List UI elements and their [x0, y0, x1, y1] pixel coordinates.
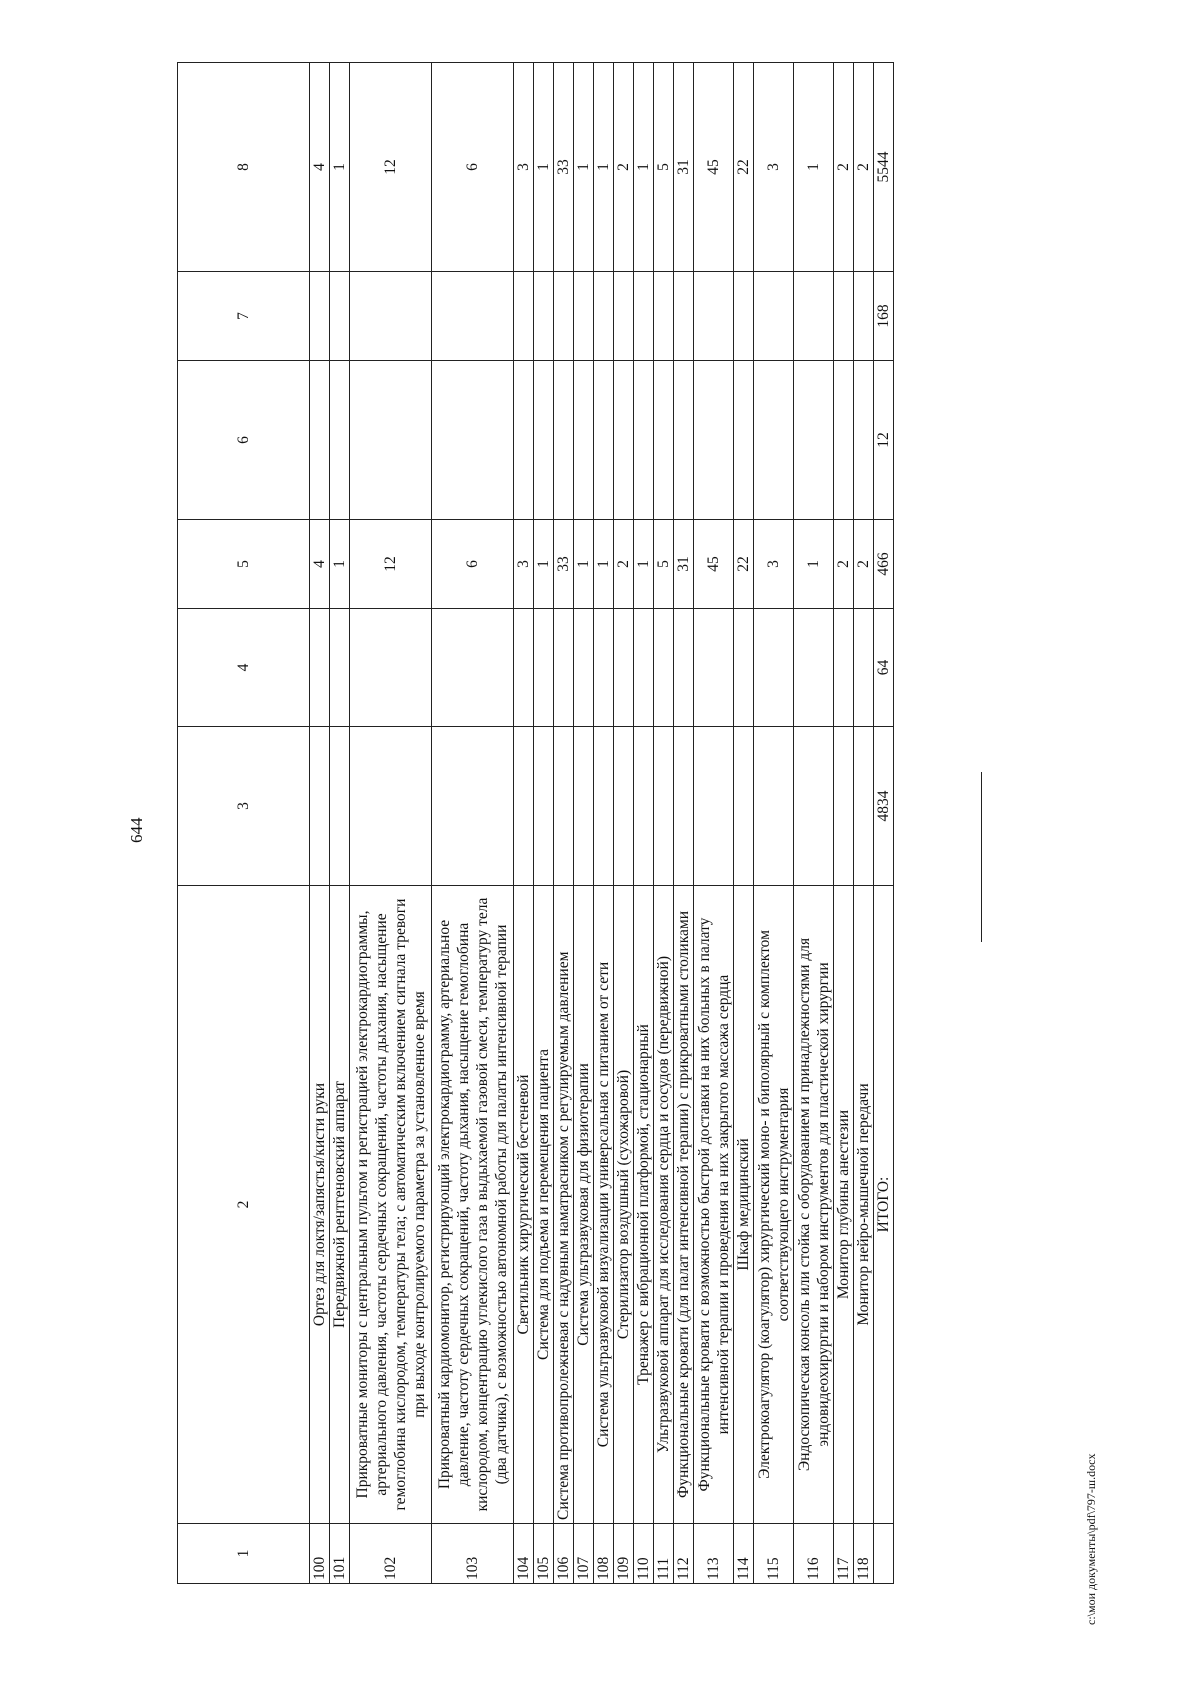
row-number-cell: 100 — [310, 1524, 330, 1584]
table-row — [514, 63, 534, 1584]
value-cell — [574, 609, 594, 727]
table-row — [754, 63, 794, 1584]
value-cell — [514, 272, 534, 361]
page-number: 644 — [127, 817, 146, 843]
value-cell: 3 — [514, 63, 534, 272]
separator-line — [981, 772, 982, 942]
value-cell: 5 — [654, 63, 674, 272]
value-cell — [634, 361, 654, 520]
value-cell — [310, 609, 330, 727]
value-cell — [674, 609, 694, 727]
value-cell — [330, 272, 350, 361]
value-cell: 45 — [694, 520, 734, 609]
equipment-name-cell: Ортез для локтя/запястья/кисти руки — [310, 886, 330, 1524]
total-label: ИТОГО: — [874, 886, 894, 1524]
total-row — [874, 63, 894, 1584]
value-cell: 1 — [534, 520, 554, 609]
value-cell — [794, 361, 834, 520]
value-cell — [514, 727, 534, 886]
value-cell — [694, 727, 734, 886]
row-number-cell: 114 — [734, 1524, 754, 1584]
value-cell — [834, 272, 854, 361]
value-cell — [734, 361, 754, 520]
value-cell — [534, 727, 554, 886]
value-cell — [754, 272, 794, 361]
equipment-name-cell: Система ультразвуковой визуализации универсальная с питанием от сети — [594, 886, 614, 1524]
value-cell: 2 — [834, 63, 854, 272]
value-cell — [634, 609, 654, 727]
value-cell: 2 — [834, 520, 854, 609]
value-cell — [574, 361, 594, 520]
table-row — [554, 63, 574, 1584]
value-cell: 1 — [574, 63, 594, 272]
value-cell — [854, 609, 874, 727]
value-cell: 2 — [854, 63, 874, 272]
value-cell: 4 — [310, 63, 330, 272]
total-value-cell: 64 — [874, 609, 894, 727]
value-cell — [554, 609, 574, 727]
equipment-name-cell: Электрокоагулятор (коагулятор) хирургический моно- и биполярный с комплектом соответствующего инструментария — [754, 886, 794, 1524]
table-row — [694, 63, 734, 1584]
equipment-name-cell: Эндоскопическая консоль или стойка с оборудованием и принадлежностями для эндовидеохирургии и набором инструментов для пластической хирургии — [794, 886, 834, 1524]
total-value-cell: 12 — [874, 361, 894, 520]
total-value-cell: 168 — [874, 272, 894, 361]
value-cell — [594, 609, 614, 727]
value-cell — [754, 361, 794, 520]
value-cell: 45 — [694, 63, 734, 272]
value-cell: 2 — [854, 520, 874, 609]
value-cell: 3 — [754, 63, 794, 272]
value-cell: 2 — [614, 520, 634, 609]
value-cell: 22 — [734, 63, 754, 272]
value-cell — [794, 609, 834, 727]
column-header: 7 — [178, 272, 310, 361]
equipment-name-cell: Стерилизатор воздушный (сухожаровой) — [614, 886, 634, 1524]
value-cell — [654, 361, 674, 520]
value-cell: 4 — [310, 520, 330, 609]
value-cell — [634, 272, 654, 361]
value-cell — [674, 361, 694, 520]
row-number-cell: 109 — [614, 1524, 634, 1584]
equipment-name-cell: Светильник хирургический бестеневой — [514, 886, 534, 1524]
value-cell — [674, 272, 694, 361]
table-row — [854, 63, 874, 1584]
empty-cell — [874, 1524, 894, 1584]
value-cell: 12 — [350, 63, 432, 272]
equipment-name-cell: Прикроватный кардиомонитор, регистрирующий электрокардиограмму, артериальное давление, частоту сердечных сокращений, частоту дыхания, насыщение гемоглобина кислородом, концентрацию углекислого газа в выдыхаемой газовой смеси, температуру тела (два датчика), с возможностью автономной работы для палаты интенсивной терапии — [432, 886, 514, 1524]
equipment-name-cell: Прикроватные мониторы с центральным пультом и регистрацией электрокардиограммы, артериального давления, частоты сердечных сокращений, частоты дыхания, насыщение гемоглобина кислородом, температуры тела; с автоматическим включением сигнала тревоги при выходе контролируемого параметра за установленное время — [350, 886, 432, 1524]
value-cell — [330, 727, 350, 886]
row-number-cell: 103 — [432, 1524, 514, 1584]
value-cell — [330, 361, 350, 520]
table-row — [674, 63, 694, 1584]
value-cell: 3 — [754, 520, 794, 609]
equipment-table-rotated — [177, 63, 894, 1584]
value-cell: 1 — [594, 520, 614, 609]
table-row — [654, 63, 674, 1584]
column-header: 1 — [178, 1524, 310, 1584]
table-row — [594, 63, 614, 1584]
value-cell: 31 — [674, 63, 694, 272]
table-row — [734, 63, 754, 1584]
value-cell: 1 — [574, 520, 594, 609]
file-path-footer: c:\мои документы\pdf\797-ш.docx — [1084, 1453, 1098, 1625]
row-number-cell: 104 — [514, 1524, 534, 1584]
value-cell — [534, 272, 554, 361]
value-cell: 1 — [794, 520, 834, 609]
equipment-name-cell: Монитор нейро-мышечной передачи — [854, 886, 874, 1524]
value-cell: 31 — [674, 520, 694, 609]
value-cell: 6 — [432, 63, 514, 272]
value-cell — [350, 609, 432, 727]
value-cell — [594, 727, 614, 886]
row-number-cell: 105 — [534, 1524, 554, 1584]
row-number-cell: 113 — [694, 1524, 734, 1584]
value-cell — [854, 361, 874, 520]
equipment-name-cell: Система ультразвуковая для физиотерапии — [574, 886, 594, 1524]
column-header: 5 — [178, 520, 310, 609]
table-row — [350, 63, 432, 1584]
total-value-cell: 5544 — [874, 63, 894, 272]
value-cell — [694, 272, 734, 361]
value-cell — [432, 609, 514, 727]
row-number-cell: 108 — [594, 1524, 614, 1584]
value-cell — [614, 361, 634, 520]
value-cell: 1 — [794, 63, 834, 272]
value-cell — [674, 727, 694, 886]
value-cell — [514, 609, 534, 727]
value-cell — [310, 361, 330, 520]
table-row — [794, 63, 834, 1584]
row-number-cell: 106 — [554, 1524, 574, 1584]
row-number-cell: 107 — [574, 1524, 594, 1584]
value-cell — [834, 361, 854, 520]
value-cell — [514, 361, 534, 520]
value-cell — [554, 727, 574, 886]
value-cell — [554, 272, 574, 361]
value-cell — [574, 727, 594, 886]
value-cell: 1 — [634, 520, 654, 609]
value-cell — [654, 272, 674, 361]
value-cell — [734, 609, 754, 727]
row-number-cell: 116 — [794, 1524, 834, 1584]
equipment-name-cell: Функциональные кровати (для палат интенсивной терапии) с прикроватными столиками — [674, 886, 694, 1524]
value-cell — [330, 609, 350, 727]
value-cell — [432, 272, 514, 361]
value-cell: 1 — [330, 63, 350, 272]
value-cell — [654, 609, 674, 727]
value-cell: 3 — [514, 520, 534, 609]
row-number-cell: 115 — [754, 1524, 794, 1584]
table-row — [432, 63, 514, 1584]
equipment-name-cell: Передвижной рентгеновский аппарат — [330, 886, 350, 1524]
value-cell — [594, 272, 614, 361]
equipment-name-cell: Монитор глубины анестезии — [834, 886, 854, 1524]
equipment-name-cell: Тренажер с вибрационной платформой, стационарный — [634, 886, 654, 1524]
value-cell — [694, 361, 734, 520]
row-number-cell: 102 — [350, 1524, 432, 1584]
equipment-name-cell: Ультразвуковой аппарат для исследования сердца и сосудов (передвижной) — [654, 886, 674, 1524]
table-row — [310, 63, 330, 1584]
value-cell — [834, 727, 854, 886]
value-cell: 2 — [614, 63, 634, 272]
table-row — [330, 63, 350, 1584]
value-cell — [554, 361, 574, 520]
value-cell: 33 — [554, 63, 574, 272]
value-cell: 1 — [594, 63, 614, 272]
column-header: 8 — [178, 63, 310, 272]
value-cell — [574, 272, 594, 361]
column-header: 6 — [178, 361, 310, 520]
value-cell: 1 — [634, 63, 654, 272]
value-cell: 6 — [432, 520, 514, 609]
equipment-name-cell: Система для подъема и перемещения пациента — [534, 886, 554, 1524]
row-number-cell: 118 — [854, 1524, 874, 1584]
value-cell — [654, 727, 674, 886]
table-row — [574, 63, 594, 1584]
table-row — [634, 63, 654, 1584]
column-header: 4 — [178, 609, 310, 727]
value-cell — [694, 609, 734, 727]
value-cell — [432, 727, 514, 886]
row-number-cell: 110 — [634, 1524, 654, 1584]
row-number-cell: 112 — [674, 1524, 694, 1584]
equipment-name-cell: Функциональные кровати с возможностью быстрой доставки на них больных в палату интенсивной терапии и проведения на них закрытого массажа сердца — [694, 886, 734, 1524]
value-cell: 1 — [534, 63, 554, 272]
table-row — [534, 63, 554, 1584]
value-cell — [754, 609, 794, 727]
row-number-cell: 101 — [330, 1524, 350, 1584]
value-cell — [534, 609, 554, 727]
row-number-cell: 111 — [654, 1524, 674, 1584]
value-cell — [534, 361, 554, 520]
equipment-name-cell: Система противопролежневая с надувным наматрасником с регулируемым давлением — [554, 886, 574, 1524]
total-value-cell: 4834 — [874, 727, 894, 886]
row-number-cell: 117 — [834, 1524, 854, 1584]
total-value-cell: 466 — [874, 520, 894, 609]
value-cell — [594, 361, 614, 520]
value-cell — [310, 272, 330, 361]
value-cell: 1 — [330, 520, 350, 609]
table-row — [614, 63, 634, 1584]
value-cell — [754, 727, 794, 886]
value-cell — [634, 727, 654, 886]
column-header: 2 — [178, 886, 310, 1524]
column-header: 3 — [178, 727, 310, 886]
value-cell — [854, 727, 874, 886]
value-cell — [350, 727, 432, 886]
table-row — [834, 63, 854, 1584]
value-cell — [614, 609, 634, 727]
value-cell: 22 — [734, 520, 754, 609]
value-cell — [854, 272, 874, 361]
value-cell — [794, 272, 834, 361]
value-cell — [350, 361, 432, 520]
value-cell — [350, 272, 432, 361]
value-cell — [614, 727, 634, 886]
header-row — [178, 63, 310, 1584]
value-cell: 33 — [554, 520, 574, 609]
value-cell — [432, 361, 514, 520]
value-cell: 12 — [350, 520, 432, 609]
equipment-table — [177, 62, 894, 1584]
equipment-name-cell: Шкаф медицинский — [734, 886, 754, 1524]
value-cell — [734, 727, 754, 886]
value-cell — [834, 609, 854, 727]
value-cell — [794, 727, 834, 886]
value-cell: 5 — [654, 520, 674, 609]
value-cell — [734, 272, 754, 361]
value-cell — [614, 272, 634, 361]
value-cell — [310, 727, 330, 886]
